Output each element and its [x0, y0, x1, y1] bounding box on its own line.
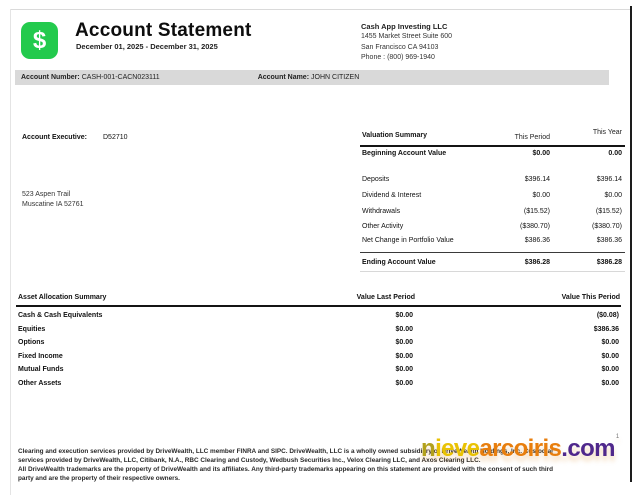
- asset-col-this-period: Value This Period: [561, 294, 620, 301]
- row-label: Fixed Income: [18, 353, 63, 360]
- asset-header-rule: [16, 305, 621, 307]
- row-this-year: $396.14: [596, 176, 622, 183]
- asset-col-last-period: Value Last Period: [356, 294, 415, 301]
- row-this-year: $386.28: [596, 259, 622, 266]
- row-label: Withdrawals: [362, 208, 401, 215]
- watermark-segment: n: [421, 435, 436, 462]
- dollar-sign-icon: $: [32, 26, 47, 54]
- watermark-segment: ieve: [435, 435, 480, 462]
- row-label: Dividend & Interest: [362, 192, 422, 199]
- valuation-col-this-year: This Year: [592, 129, 622, 136]
- row-this-period: ($380.70): [520, 223, 550, 230]
- disclaimer-line: services provided by DriveWealth, LLC, Citibank, N.A., RBC Clearing and Custody, Wedbush Securities Inc., Velox Clearing LLC, and Axos Clearing LLC.: [18, 457, 481, 464]
- row-this-period: $0.00: [532, 150, 550, 157]
- cash-app-logo-icon: [21, 22, 58, 59]
- row-label: Equities: [18, 326, 46, 333]
- company-name: Cash App Investing LLC: [361, 22, 448, 31]
- account-executive-label: Account Executive:: [22, 134, 87, 141]
- customer-address-line1: 523 Aspen Trail: [22, 191, 71, 198]
- row-label: Net Change in Portfolio Value: [362, 237, 454, 244]
- company-address-block: [361, 22, 452, 62]
- disclaimer-line: All DriveWealth trademarks are the property of DriveWealth and its affiliates. Any third-party trademarks appearing on this statement are provided with the consent of such third: [18, 466, 554, 473]
- row-label: Options: [18, 339, 45, 346]
- account-name-value: JOHN CITIZEN: [311, 74, 360, 81]
- page-left-edge: [10, 9, 11, 495]
- watermark-segment: .com: [561, 435, 615, 462]
- company-address-line1: 1455 Market Street Suite 600: [361, 32, 453, 40]
- account-number-label: Account Number:: [21, 74, 80, 81]
- watermark-nievearcoiris: [421, 434, 619, 463]
- row-label: Other Assets: [18, 380, 62, 387]
- company-phone: Phone : (800) 969-1940: [361, 53, 435, 61]
- row-last-period: $0.00: [395, 353, 413, 360]
- row-this-year: $0.00: [604, 192, 622, 199]
- valuation-col-this-period: This Period: [514, 134, 550, 141]
- account-executive-value: D52710: [103, 134, 128, 141]
- page-number-superscript: 1: [615, 434, 620, 440]
- row-label: Ending Account Value: [362, 259, 436, 266]
- row-last-period: $0.00: [395, 380, 413, 387]
- row-this-period: ($0.08): [596, 312, 619, 319]
- row-this-period: $386.36: [524, 237, 550, 244]
- account-number-value: CASH-001-CACN023111: [81, 74, 160, 81]
- row-label: Cash & Cash Equivalents: [18, 312, 103, 319]
- account-info-bar: [15, 70, 609, 85]
- row-last-period: $0.00: [395, 326, 413, 333]
- disclaimer-line: Clearing and execution services provided by DriveWealth, LLC member FINRA and SIPC. DriveWealth, LLC is a wholly owned subsidiary of DriveWealth Holdings, Inc. Custodial: [18, 448, 553, 455]
- row-this-year: 0.00: [608, 150, 622, 157]
- customer-address-line2: Muscatine IA 52761: [22, 201, 84, 208]
- row-last-period: $0.00: [395, 312, 413, 319]
- row-this-period: $0.00: [601, 339, 619, 346]
- page-top-edge: [10, 9, 631, 10]
- row-label: Other Activity: [362, 223, 404, 230]
- row-this-year: ($380.70): [592, 223, 622, 230]
- row-this-period: $396.14: [524, 176, 550, 183]
- page-title: Account Statement: [75, 20, 252, 41]
- row-this-period: $386.28: [524, 259, 550, 266]
- account-name-label: Account Name:: [257, 74, 310, 81]
- page-right-edge: [630, 6, 632, 482]
- row-this-period: $0.00: [532, 192, 550, 199]
- row-label: Deposits: [362, 176, 390, 183]
- valuation-summary-title: Valuation Summary: [362, 132, 427, 139]
- row-label: Beginning Account Value: [362, 150, 447, 157]
- row-this-period: $0.00: [601, 353, 619, 360]
- statement-date-range: December 01, 2025 - December 31, 2025: [76, 42, 218, 51]
- valuation-header-rule: [360, 145, 625, 147]
- row-last-period: $0.00: [395, 366, 413, 373]
- valuation-subtotal-rule: [360, 252, 625, 253]
- row-label: Mutual Funds: [18, 366, 64, 373]
- company-address-line2: San Francisco CA 94103: [361, 44, 439, 51]
- row-this-year: $386.36: [596, 237, 622, 244]
- row-this-period: $386.36: [593, 326, 619, 333]
- row-this-period: $0.00: [601, 380, 619, 387]
- row-this-period: $0.00: [601, 366, 619, 373]
- row-last-period: $0.00: [395, 339, 413, 346]
- row-this-period: ($15.52): [523, 208, 550, 215]
- row-this-year: ($15.52): [595, 208, 622, 215]
- asset-allocation-title: Asset Allocation Summary: [18, 294, 107, 301]
- watermark-segment: arcoiris: [479, 435, 562, 462]
- disclaimer-line: party and are the property of their respective owners.: [18, 475, 180, 482]
- valuation-bottom-rule: [360, 271, 625, 272]
